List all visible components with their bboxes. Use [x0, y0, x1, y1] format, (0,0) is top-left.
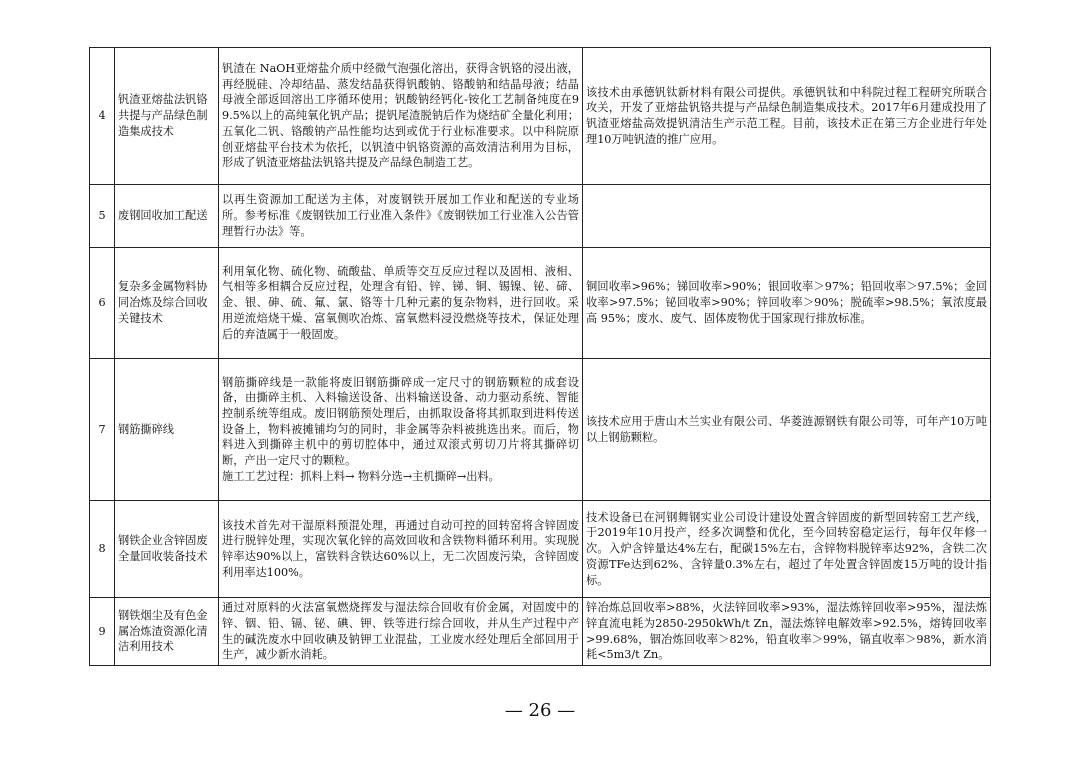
application-info: 技术设备已在河钢舞钢实业公司设计建设处置含锌固废的新型回转窑工艺产线，于2019年10月投产，经多次调整和优化，至今回转窑稳定运行，每年仅年修一次。入炉含锌量达4%左右，配碳15%左右，含锌物料脱锌率达92%，含铁二次资源TFe达到62%、含锌量0.3%左右，超过了年处置含锌固废15万吨的设计指标。 — [583, 501, 991, 598]
table-row — [90, 185, 991, 248]
row-number: 8 — [90, 501, 115, 598]
table-row — [90, 48, 991, 185]
row-number: 7 — [90, 359, 115, 501]
technology-description: 钒渣在 NaOH亚熔盐介质中经微气泡强化溶出，获得含钒铬的浸出液，再经脱硅、冷却结晶、蒸发结晶获得钒酸钠、铬酸钠和结晶母液；结晶母液全部返回溶出工序循环使用；钒酸钠经钙化-铵化工艺制备纯度在99.5%以上的高纯氧化钒产品；提钒尾渣脱钠后作为烧结矿全量化利用；五氧化二钒、铬酸钠产品性能均达到或优于行业标准要求。以中科院原创亚熔盐平台技术为依托，以钒渣中钒铬资源的高效清洁利用为目标，形成了钒渣亚熔盐法钒铬共提及产品绿色制造工艺。 — [219, 48, 583, 185]
technology-name: 复杂多金属物料协同冶炼及综合回收关键技术 — [115, 248, 219, 359]
application-info: 铜回收率>96%；锑回收率>90%；银回收率＞97%；铅回收率＞97.5%；金回收率>97.5%；铋回收率>90%；锌回收率＞90%；脱硫率>98.5%；氧浓度最高 95%；废水、废气、固体废物优于国家现行排放标准。 — [583, 248, 991, 359]
application-info: 该技术由承德钒钛新材料有限公司提供。承德钒钛和中科院过程工程研究所联合攻关，开发了亚熔盐钒铬共提与产品绿色制造集成技术。2017年6月建成投用了钒渣亚熔盐高效提钒清洁生产示范工程。目前，该技术正在第三方企业进行年处理10万吨钒渣的推广应用。 — [583, 48, 991, 185]
row-number: 5 — [90, 185, 115, 248]
technology-description: 该技术首先对干湿原料预混处理，再通过自动可控的回转窑将含锌固废进行脱锌处理，实现次氧化锌的高效回收和含铁物料循环利用。实现脱锌率达90%以上，富铁料含铁达60%以上，无二次固废污染，含锌固废利用率达100%。 — [219, 501, 583, 598]
row-number: 6 — [90, 248, 115, 359]
process-text: 施工工艺过程：抓料上料→ 物料分选→主机撕碎→出料。 — [222, 469, 500, 483]
technology-name: 钢铁烟尘及有色金属冶炼渣资源化清洁利用技术 — [115, 598, 219, 666]
description-text: 钢筋撕碎线是一款能将废旧钢筋撕碎成一定尺寸的钢筋颗粒的成套设备，由撕碎主机、入料输送设备、出料输送设备、动力驱动系统、智能控制系统等组成。废旧钢筋预处理后，由抓取设备将其抓取到进料传送设备上，物料被摊铺均匀的同时，非金属等杂料被挑选出来。而后，物料进入到撕碎主机中的剪切腔体中，通过双滚式剪切刀片将其撕碎切断，产出一定尺寸的颗粒。 — [222, 375, 579, 468]
table-row — [90, 359, 991, 501]
row-number: 9 — [90, 598, 115, 666]
table-row — [90, 248, 991, 359]
technology-table — [89, 47, 991, 666]
table-row — [90, 598, 991, 666]
technology-name: 钢铁企业含锌固废全量回收装备技术 — [115, 501, 219, 598]
table-row — [90, 501, 991, 598]
technology-name: 钒渣亚熔盐法钒铬共提与产品绿色制造集成技术 — [115, 48, 219, 185]
application-info: 锌冶炼总回收率>88%，火法锌回收率>93%，湿法炼锌回收率>95%，湿法炼锌直流电耗为2850-2950kWh/t Zn，湿法炼锌电解效率>92.5%，熔铸回收率>99.68%，铟冶炼回收率＞82%，铅直收率＞99%，镉直收率＞98%，新水消耗<5m3/t Zn。 — [583, 598, 991, 666]
row-number: 4 — [90, 48, 115, 185]
page-number: — 26 — — [504, 700, 576, 721]
technology-description — [219, 359, 583, 501]
application-info — [583, 185, 991, 248]
application-info: 该技术应用于唐山木兰实业有限公司、华菱涟源钢铁有限公司等，可年产10万吨以上钢筋颗粒。 — [583, 359, 991, 501]
technology-description: 以再生资源加工配送为主体，对废钢铁开展加工作业和配送的专业场所。参考标准《废钢铁加工行业准入条件》《废钢铁加工行业准入公告管理暂行办法》等。 — [219, 185, 583, 248]
technology-description: 通过对原料的火法富氧燃烧挥发与湿法综合回收有价金属，对固废中的锌、铟、铅、镉、铋、碘、钾、铁等进行综合回收，并从生产过程中产生的碱洗废水中回收碘及钠钾工业混盐，工业废水经处理后全部回用于生产，减少新水消耗。 — [219, 598, 583, 666]
technology-name: 废钢回收加工配送 — [115, 185, 219, 248]
technology-description: 利用氧化物、硫化物、硫酸盐、单质等交互反应过程以及固相、液相、气相等多相耦合反应过程，处理含有铅、锌、锑、铜、锡镍、铋、碲、金、银、砷、硫、氟、氯、铬等十几种元素的复杂物料，进行回收。采用逆流焙烧干燥、富氧侧吹冶炼、富氧燃料浸没燃烧等技术，保证处理后的弃渣属于一般固废。 — [219, 248, 583, 359]
technology-name: 钢筋撕碎线 — [115, 359, 219, 501]
